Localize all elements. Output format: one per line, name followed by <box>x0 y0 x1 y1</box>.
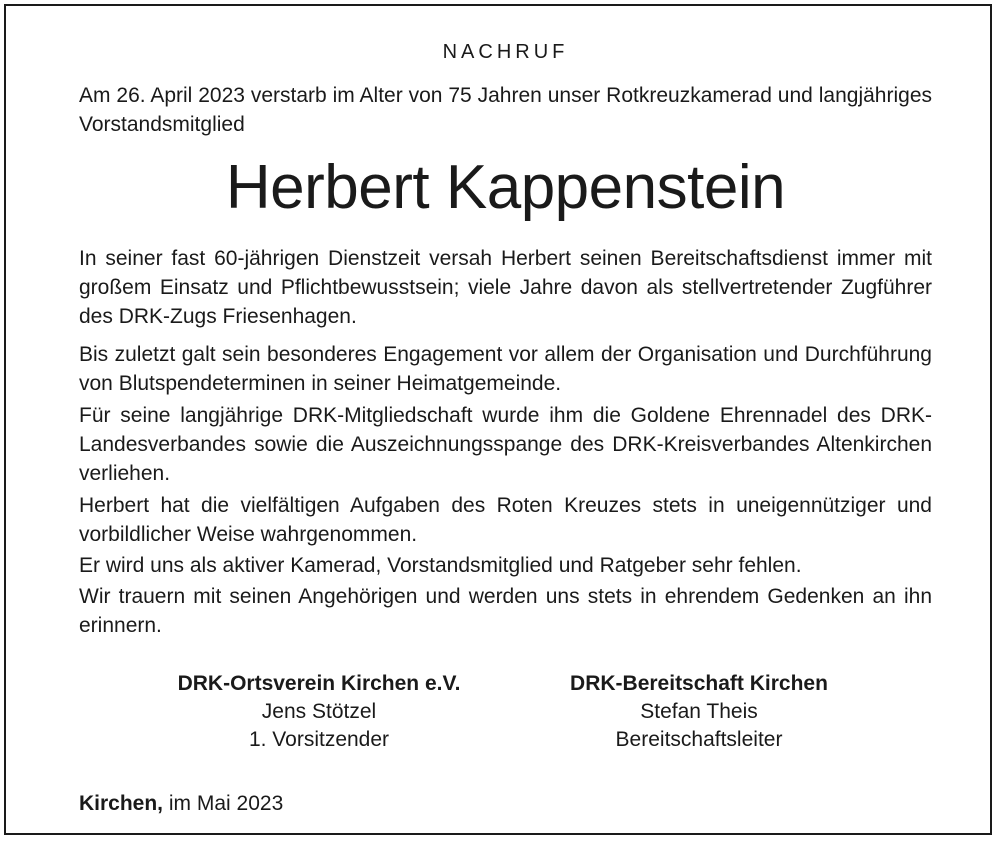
signature-bereitschaft <box>499 670 899 754</box>
paragraph-service: In seiner fast 60-jährigen Dienstzeit versah Herbert seinen Bereitschaftsdienst immer mit großem Einsatz und Pflichtbewusstsein; viele Jahre davon als stellvertretender Zugführer des DRK-Zugs Friesenhagen. <box>79 247 932 328</box>
date: im Mai 2023 <box>163 792 284 815</box>
deceased-name: Herbert Kappenstein <box>225 153 786 222</box>
paragraph-duties: Herbert hat die vielfältigen Aufgaben des Roten Kreuzes stets in uneigennütziger und vorbildlicher Weise wahrgenommen. <box>79 494 932 546</box>
signature-org: DRK-Ortsverein Kirchen e.V. <box>177 672 461 695</box>
intro-text: Am 26. April 2023 verstarb im Alter von 75 Jahren unser Rotkreuzkamerad und langjähriges Vorstandsmitglied <box>79 84 932 136</box>
signature-person: Stefan Theis <box>640 700 758 723</box>
paragraph-awards: Für seine langjährige DRK-Mitgliedschaft wurde ihm die Goldene Ehrennadel des DRK-Landesverbandes sowie die Auszeichnungsspange des DRK-Kreisverbandes Altenkirchen verliehen. <box>79 404 932 485</box>
signature-role: 1. Vorsitzender <box>248 728 390 751</box>
place-date <box>79 790 283 818</box>
place: Kirchen, <box>79 792 164 815</box>
paragraph-engagement: Bis zuletzt galt sein besonderes Engagement vor allem der Organisation und Durchführung von Blutspendeterminen in seiner Heimatgemeinde. <box>79 343 932 395</box>
paragraph-mourning: Wir trauern mit seinen Angehörigen und werden uns stets in ehrendem Gedenken an ihn erinnern. <box>79 585 932 637</box>
signature-person: Jens Stötzel <box>261 700 377 723</box>
notice-heading: NACHRUF <box>442 41 569 63</box>
paragraph-missed: Er wird uns als aktiver Kamerad, Vorstandsmitglied und Ratgeber sehr fehlen. <box>79 554 802 577</box>
signature-ortsverein <box>119 670 519 754</box>
signature-role: Bereitschaftsleiter <box>615 728 783 751</box>
notice-frame <box>4 4 992 835</box>
signature-org: DRK-Bereitschaft Kirchen <box>570 672 828 695</box>
